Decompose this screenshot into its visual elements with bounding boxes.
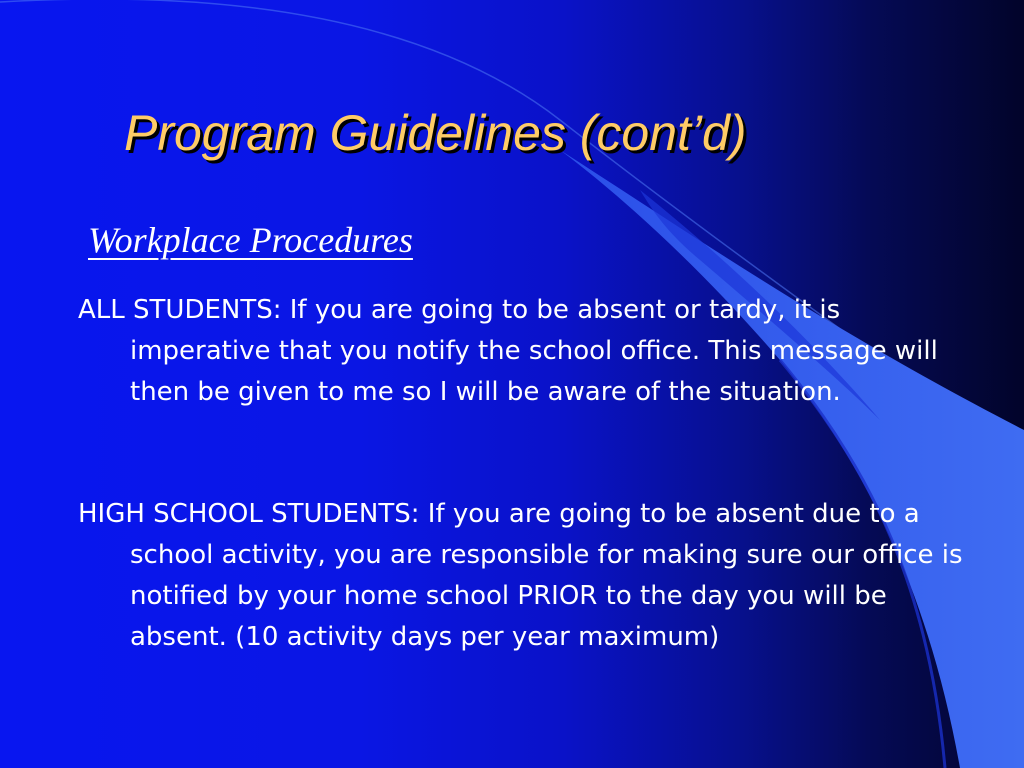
- right-swoosh-shape: [560, 150, 1024, 768]
- paragraph-high-school-students: HIGH SCHOOL STUDENTS: If you are going to be absent due to a school activity, you are responsible for making sure our office is notified by your home school PRIOR to the day you will be absent. (10 activity days per year maximum): [78, 499, 963, 652]
- paragraph-all-students: ALL STUDENTS: If you are going to be absent or tardy, it is imperative that you notify the school office. This message will then be given to me so I will be aware of the situation.: [78, 295, 938, 407]
- slide-title: Program Guidelines (cont’d): [124, 105, 747, 161]
- slide-subtitle: Workplace Procedures: [88, 220, 413, 260]
